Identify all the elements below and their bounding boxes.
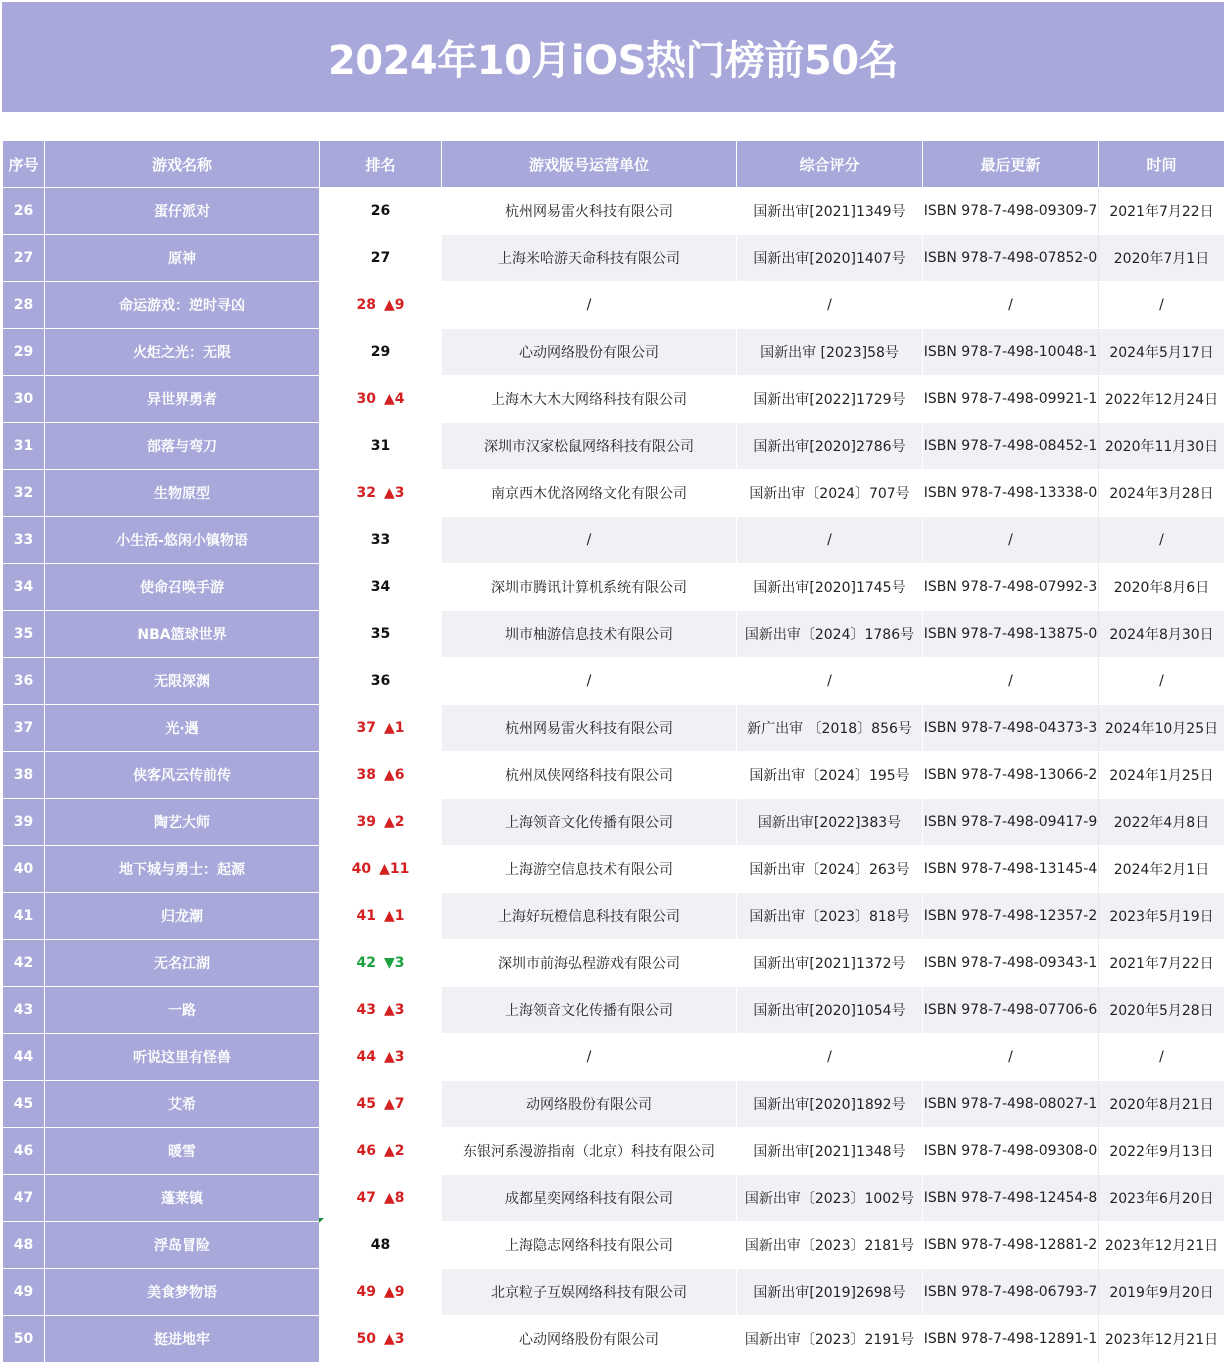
rank-cell: [320, 235, 442, 282]
publisher: 北京粒子互娱网络科技有限公司: [442, 1269, 737, 1316]
row-index: 28: [3, 282, 45, 329]
release-date: 2022年4月8日: [1099, 799, 1225, 846]
rank-cell: [320, 1222, 442, 1269]
rank-cell: [320, 1269, 442, 1316]
table-row: [3, 1269, 1225, 1316]
isbn: ISBN 978-7-498-12881-2: [923, 1222, 1099, 1269]
table-row: [3, 752, 1225, 799]
row-index: 38: [3, 752, 45, 799]
publisher: 上海游空信息技术有限公司: [442, 846, 737, 893]
rank-up-indicator: ▲3: [383, 1002, 405, 1018]
rank-value: 50: [356, 1331, 376, 1347]
rank-value: 49: [356, 1284, 376, 1300]
isbn: ISBN 978-7-498-09417-9: [923, 799, 1099, 846]
rank-up-indicator: ▲9: [383, 297, 405, 313]
rank-value: 27: [370, 250, 391, 266]
isbn: ISBN 978-7-498-07706-6: [923, 987, 1099, 1034]
release-date: 2024年1月25日: [1099, 752, 1225, 799]
game-name: 部落与弯刀: [45, 423, 320, 470]
publisher: 深圳市汉家松鼠网络科技有限公司: [442, 423, 737, 470]
header-last-update: 最后更新: [923, 141, 1099, 188]
rank-value: 33: [370, 532, 391, 548]
header-game-name: 游戏名称: [45, 141, 320, 188]
row-index: 29: [3, 329, 45, 376]
publisher: 上海领音文化传播有限公司: [442, 799, 737, 846]
rank-up-indicator: ▲4: [383, 391, 405, 407]
rank-value: 48: [370, 1237, 391, 1253]
rank-up-indicator: ▲7: [383, 1096, 405, 1112]
publisher: 杭州网易雷火科技有限公司: [442, 705, 737, 752]
release-date: 2023年5月19日: [1099, 893, 1225, 940]
row-index: 34: [3, 564, 45, 611]
game-name: 暖雪: [45, 1128, 320, 1175]
title-banner: [2, 2, 1224, 112]
row-index: 27: [3, 235, 45, 282]
isbn: ISBN 978-7-498-13338-0: [923, 470, 1099, 517]
table-row: [3, 376, 1225, 423]
row-index: 30: [3, 376, 45, 423]
publisher: 东银河系漫游指南（北京）科技有限公司: [442, 1128, 737, 1175]
publisher: 上海米哈游天命科技有限公司: [442, 235, 737, 282]
row-index: 48: [3, 1222, 45, 1269]
approval-number: 国新出审[2021]1372号: [737, 940, 923, 987]
rank-up-indicator: ▲6: [383, 767, 405, 783]
publisher: 南京西木优洛网络文化有限公司: [442, 470, 737, 517]
table-row: [3, 893, 1225, 940]
release-date: 2022年9月13日: [1099, 1128, 1225, 1175]
isbn: /: [923, 658, 1099, 705]
row-index: 45: [3, 1081, 45, 1128]
table-row: [3, 799, 1225, 846]
game-name: 蛋仔派对: [45, 188, 320, 235]
row-index: 42: [3, 940, 45, 987]
rank-cell: [320, 470, 442, 517]
game-name: 美食梦物语: [45, 1269, 320, 1316]
rank-cell: [320, 893, 442, 940]
game-name: 异世界勇者: [45, 376, 320, 423]
game-name: 归龙潮: [45, 893, 320, 940]
release-date: /: [1099, 1034, 1225, 1081]
rank-value: 40: [351, 861, 372, 877]
row-index: 47: [3, 1175, 45, 1222]
approval-number: 国新出审[2020]1054号: [737, 987, 923, 1034]
game-name: 蓬莱镇: [45, 1175, 320, 1222]
table-row: [3, 329, 1225, 376]
publisher: 上海木大木大网络科技有限公司: [442, 376, 737, 423]
publisher: 深圳市前海弘程游戏有限公司: [442, 940, 737, 987]
game-name: 一路: [45, 987, 320, 1034]
rank-value: 45: [356, 1096, 376, 1112]
table-row: [3, 1175, 1225, 1222]
approval-number: 国新出审〔2023〕818号: [737, 893, 923, 940]
approval-number: 国新出审〔2024〕707号: [737, 470, 923, 517]
rank-cell: [320, 658, 442, 705]
approval-number: /: [737, 517, 923, 564]
release-date: /: [1099, 517, 1225, 564]
rank-value: 39: [356, 814, 376, 830]
rank-cell: [320, 376, 442, 423]
table-row: [3, 940, 1225, 987]
rank-cell: [320, 564, 442, 611]
rank-cell: [320, 329, 442, 376]
game-name: 地下城与勇士：起源: [45, 846, 320, 893]
publisher: 杭州网易雷火科技有限公司: [442, 188, 737, 235]
rank-value: 26: [370, 203, 391, 219]
isbn: ISBN 978-7-498-06793-7: [923, 1269, 1099, 1316]
game-name: 艾希: [45, 1081, 320, 1128]
isbn: ISBN 978-7-498-09343-1: [923, 940, 1099, 987]
approval-number: 国新出审[2022]383号: [737, 799, 923, 846]
table-header: [3, 141, 1225, 188]
release-date: /: [1099, 658, 1225, 705]
row-index: 41: [3, 893, 45, 940]
approval-number: 国新出审〔2023〕2191号: [737, 1316, 923, 1363]
publisher: 心动网络股份有限公司: [442, 329, 737, 376]
approval-number: 国新出审 [2023]58号: [737, 329, 923, 376]
rank-value: 30: [356, 391, 376, 407]
row-index: 39: [3, 799, 45, 846]
release-date: 2024年8月30日: [1099, 611, 1225, 658]
publisher: 上海隐志网络科技有限公司: [442, 1222, 737, 1269]
ranking-table: [2, 140, 1225, 1363]
rank-value: 43: [356, 1002, 376, 1018]
rank-cell: [320, 846, 442, 893]
rank-cell: [320, 611, 442, 658]
game-name: 使命召唤手游: [45, 564, 320, 611]
publisher: /: [442, 658, 737, 705]
approval-number: /: [737, 1034, 923, 1081]
row-index: 37: [3, 705, 45, 752]
row-index: 49: [3, 1269, 45, 1316]
table-row: [3, 235, 1225, 282]
isbn: ISBN 978-7-498-10048-1: [923, 329, 1099, 376]
rank-cell: [320, 282, 442, 329]
isbn: /: [923, 1034, 1099, 1081]
rank-value: 29: [370, 344, 391, 360]
release-date: 2023年6月20日: [1099, 1175, 1225, 1222]
rank-up-indicator: ▲1: [383, 720, 405, 736]
rank-cell: [320, 1081, 442, 1128]
release-date: 2020年11月30日: [1099, 423, 1225, 470]
row-index: 44: [3, 1034, 45, 1081]
table-row: [3, 611, 1225, 658]
isbn: ISBN 978-7-498-13066-2: [923, 752, 1099, 799]
isbn: ISBN 978-7-498-07852-0: [923, 235, 1099, 282]
approval-number: 国新出审[2021]1349号: [737, 188, 923, 235]
rank-cell: [320, 1175, 442, 1222]
rank-value: 28: [356, 297, 376, 313]
release-date: 2022年12月24日: [1099, 376, 1225, 423]
row-index: 46: [3, 1128, 45, 1175]
publisher: 上海领音文化传播有限公司: [442, 987, 737, 1034]
publisher: 上海好玩橙信息科技有限公司: [442, 893, 737, 940]
approval-number: 国新出审〔2024〕195号: [737, 752, 923, 799]
rank-up-indicator: ▲9: [383, 1284, 405, 1300]
release-date: 2019年9月20日: [1099, 1269, 1225, 1316]
isbn: ISBN 978-7-498-12891-1: [923, 1316, 1099, 1363]
approval-number: 国新出审〔2024〕1786号: [737, 611, 923, 658]
game-name: 无限深渊: [45, 658, 320, 705]
rank-value: 34: [370, 579, 391, 595]
isbn: ISBN 978-7-498-09921-1: [923, 376, 1099, 423]
header-rating: 综合评分: [737, 141, 923, 188]
rank-up-indicator: ▲2: [383, 1143, 405, 1159]
approval-number: 国新出审[2022]1729号: [737, 376, 923, 423]
game-name: 光·遇: [45, 705, 320, 752]
approval-number: 国新出审[2020]1892号: [737, 1081, 923, 1128]
table-row: [3, 1128, 1225, 1175]
approval-number: 国新出审[2020]1407号: [737, 235, 923, 282]
page-title: 2024年10月iOS热门榜前50名: [327, 37, 899, 84]
game-name: 原神: [45, 235, 320, 282]
row-index: 32: [3, 470, 45, 517]
row-index: 43: [3, 987, 45, 1034]
release-date: 2024年3月28日: [1099, 470, 1225, 517]
isbn: /: [923, 517, 1099, 564]
rank-value: 32: [356, 485, 376, 501]
release-date: 2021年7月22日: [1099, 188, 1225, 235]
rank-cell: [320, 987, 442, 1034]
rank-cell: [320, 517, 442, 564]
row-index: 31: [3, 423, 45, 470]
publisher: 心动网络股份有限公司: [442, 1316, 737, 1363]
game-name: 生物原型: [45, 470, 320, 517]
isbn: /: [923, 282, 1099, 329]
rank-up-indicator: ▲2: [383, 814, 405, 830]
release-date: 2020年8月21日: [1099, 1081, 1225, 1128]
publisher: /: [442, 517, 737, 564]
table-row: [3, 1034, 1225, 1081]
rank-up-indicator: ▲3: [383, 1049, 405, 1065]
publisher: 圳市柚游信息技术有限公司: [442, 611, 737, 658]
release-date: 2020年7月1日: [1099, 235, 1225, 282]
rank-value: 46: [356, 1143, 376, 1159]
rank-cell: [320, 705, 442, 752]
rank-value: 44: [356, 1049, 376, 1065]
row-index: 50: [3, 1316, 45, 1363]
release-date: 2024年10月25日: [1099, 705, 1225, 752]
isbn: ISBN 978-7-498-08452-1: [923, 423, 1099, 470]
rank-value: 41: [356, 908, 376, 924]
game-name: 火炬之光：无限: [45, 329, 320, 376]
publisher: 成都星奕网络科技有限公司: [442, 1175, 737, 1222]
isbn: ISBN 978-7-498-09309-7: [923, 188, 1099, 235]
header-index: 序号: [3, 141, 45, 188]
rank-value: 47: [356, 1190, 376, 1206]
game-name: NBA篮球世界: [45, 611, 320, 658]
rank-up-indicator: ▲3: [383, 485, 405, 501]
release-date: 2021年7月22日: [1099, 940, 1225, 987]
isbn: ISBN 978-7-498-13875-0: [923, 611, 1099, 658]
table-row: [3, 846, 1225, 893]
table-row: [3, 517, 1225, 564]
table-row: [3, 1081, 1225, 1128]
isbn: ISBN 978-7-498-07992-3: [923, 564, 1099, 611]
game-name: 陶艺大师: [45, 799, 320, 846]
rank-down-indicator: ▼3: [383, 955, 405, 971]
row-index: 26: [3, 188, 45, 235]
table-row: [3, 470, 1225, 517]
publisher: 动网络股份有限公司: [442, 1081, 737, 1128]
isbn: ISBN 978-7-498-04373-3: [923, 705, 1099, 752]
table-row: [3, 987, 1225, 1034]
game-name: 挺进地牢: [45, 1316, 320, 1363]
approval-number: 国新出审[2019]2698号: [737, 1269, 923, 1316]
isbn: ISBN 978-7-498-09308-0: [923, 1128, 1099, 1175]
release-date: 2023年12月21日: [1099, 1316, 1225, 1363]
approval-number: 国新出审[2020]2786号: [737, 423, 923, 470]
approval-number: /: [737, 658, 923, 705]
rank-value: 42: [356, 955, 376, 971]
rank-cell: [320, 799, 442, 846]
isbn: ISBN 978-7-498-12357-2: [923, 893, 1099, 940]
release-date: 2020年8月6日: [1099, 564, 1225, 611]
row-index: 35: [3, 611, 45, 658]
game-name: 听说这里有怪兽: [45, 1034, 320, 1081]
isbn: ISBN 978-7-498-08027-1: [923, 1081, 1099, 1128]
approval-number: 国新出审[2021]1348号: [737, 1128, 923, 1175]
game-name: 浮岛冒险: [45, 1222, 320, 1269]
table-row: [3, 282, 1225, 329]
header-publisher: 游戏版号运营单位: [442, 141, 737, 188]
table-row: [3, 705, 1225, 752]
row-index: 40: [3, 846, 45, 893]
rank-up-indicator: ▲3: [383, 1331, 405, 1347]
publisher: /: [442, 282, 737, 329]
rank-value: 38: [356, 767, 376, 783]
rank-cell: [320, 188, 442, 235]
table-row: [3, 658, 1225, 705]
game-name: 侠客风云传前传: [45, 752, 320, 799]
rank-value: 36: [370, 673, 391, 689]
game-name: 命运游戏：逆时寻凶: [45, 282, 320, 329]
isbn: ISBN 978-7-498-13145-4: [923, 846, 1099, 893]
publisher: 杭州凤侠网络科技有限公司: [442, 752, 737, 799]
row-index: 33: [3, 517, 45, 564]
rank-cell: [320, 940, 442, 987]
rank-cell: [320, 752, 442, 799]
rank-cell: [320, 1128, 442, 1175]
isbn: ISBN 978-7-498-12454-8: [923, 1175, 1099, 1222]
table-row: [3, 1222, 1225, 1269]
rank-up-indicator: ▲11: [379, 861, 410, 877]
header-rank: 排名: [320, 141, 442, 188]
table-row: [3, 564, 1225, 611]
approval-number: 国新出审〔2023〕2181号: [737, 1222, 923, 1269]
publisher: 深圳市腾讯计算机系统有限公司: [442, 564, 737, 611]
approval-number: 国新出审[2020]1745号: [737, 564, 923, 611]
release-date: 2024年5月17日: [1099, 329, 1225, 376]
rank-cell: [320, 1034, 442, 1081]
rank-value: 35: [370, 626, 391, 642]
rank-value: 31: [370, 438, 391, 454]
release-date: /: [1099, 282, 1225, 329]
header-date: 时间: [1099, 141, 1225, 188]
rank-cell: [320, 1316, 442, 1363]
approval-number: 国新出审〔2024〕263号: [737, 846, 923, 893]
table-row: [3, 1316, 1225, 1363]
table-row: [3, 188, 1225, 235]
cell-comment-marker: [319, 1218, 324, 1223]
rank-cell: [320, 423, 442, 470]
rank-up-indicator: ▲8: [383, 1190, 405, 1206]
release-date: 2020年5月28日: [1099, 987, 1225, 1034]
table-row: [3, 423, 1225, 470]
approval-number: 国新出审〔2023〕1002号: [737, 1175, 923, 1222]
release-date: 2023年12月21日: [1099, 1222, 1225, 1269]
rank-up-indicator: ▲1: [383, 908, 405, 924]
rank-value: 37: [356, 720, 376, 736]
row-index: 36: [3, 658, 45, 705]
release-date: 2024年2月1日: [1099, 846, 1225, 893]
game-name: 小生活-悠闲小镇物语: [45, 517, 320, 564]
publisher: /: [442, 1034, 737, 1081]
approval-number: /: [737, 282, 923, 329]
game-name: 无名江湖: [45, 940, 320, 987]
approval-number: 新广出审 〔2018〕856号: [737, 705, 923, 752]
